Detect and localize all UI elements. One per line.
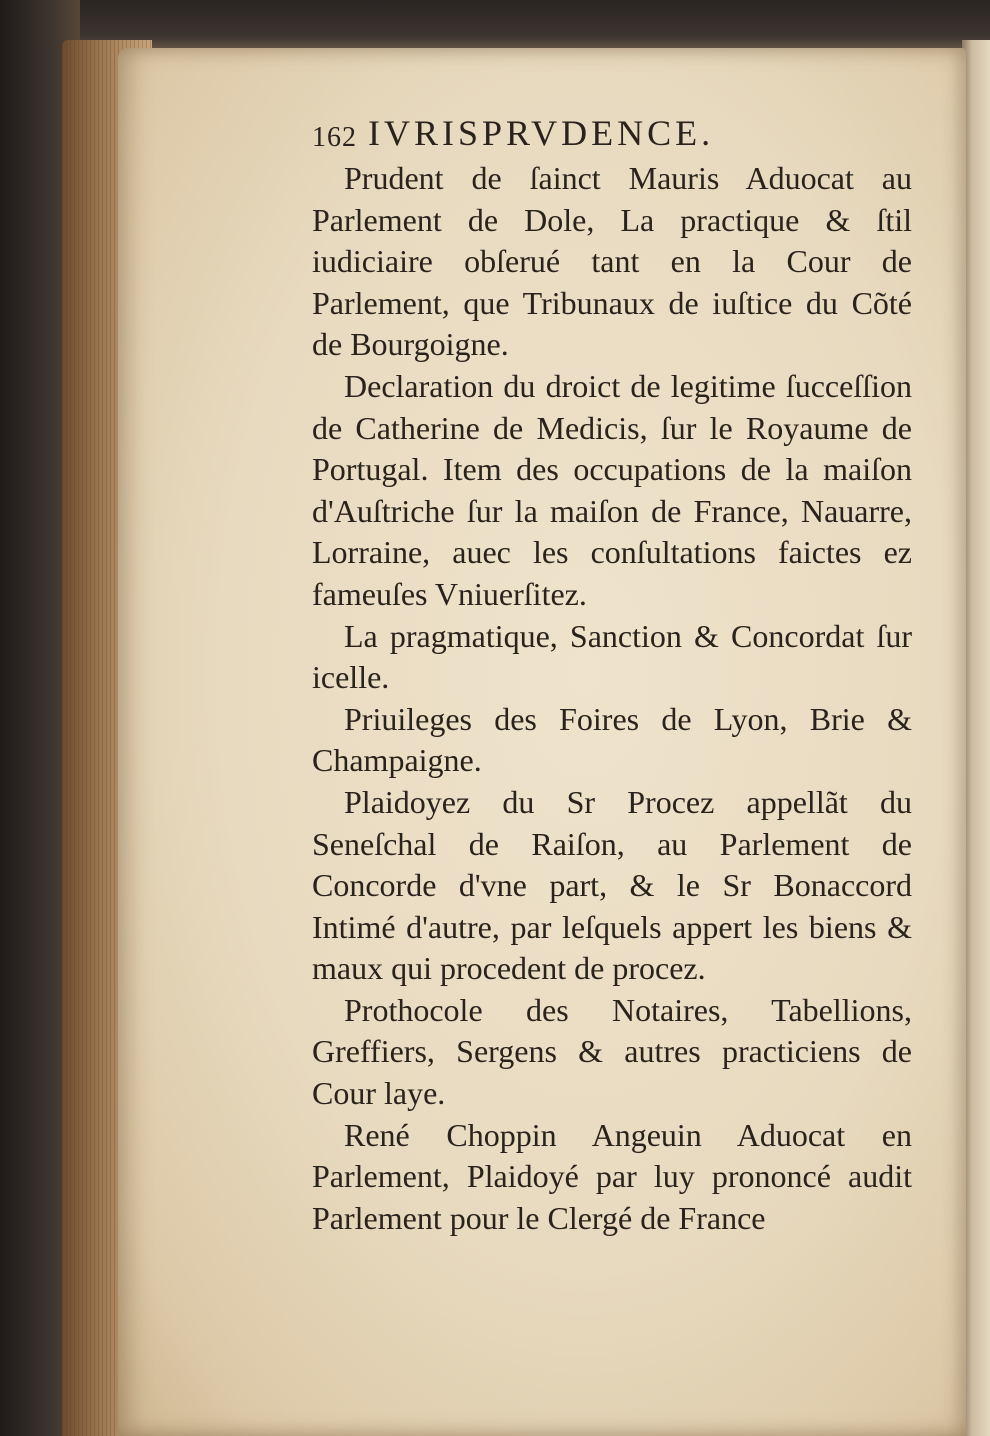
- page-number: 162: [312, 122, 357, 153]
- entry-paragraph: Priuileges des Foires de Lyon, Brie & Champaigne.: [312, 700, 912, 779]
- entry-paragraph: Prudent de ſainct Mauris Aduocat au Parlement de Dole, La practique & ſtil iudiciaire obſerué tant en la Cour de Parlement, que Tribunaux de iuſtice du Cõté de Bourgoigne.: [312, 160, 912, 363]
- facing-page-edge: [962, 40, 990, 1436]
- page-body: [312, 158, 912, 1239]
- entry-paragraph: Declaration du droict de legitime ſucceſſion de Catherine de Medicis, ſur le Royaume de Portugal. Item des occupations de la maiſon d'Auſtriche ſur la maiſon de France, Nauarre, Lorraine, auec les conſultations faictes ez fameuſes Vniuerſitez.: [312, 367, 912, 612]
- entry-paragraph: Prothocole des Notaires, Tabellions, Greffiers, Sergens & autres practiciens de Cour laye.: [312, 991, 912, 1112]
- entry-paragraph: La pragmatique, Sanction & Concordat ſur icelle.: [312, 617, 912, 696]
- scan-background-top: [80, 0, 990, 52]
- running-head: IVRISPRVDENCE.: [368, 113, 715, 153]
- entry-paragraph: René Choppin Angeuin Aduocat en Parlement, Plaidoyé par luy prononcé audit Parlement pour le Clergé de France: [312, 1116, 912, 1236]
- entry-paragraph: Plaidoyez du Sr Procez appellãt du Seneſchal de Raiſon, au Parlement de Concorde d'vne part, & le Sr Bonaccord Intimé d'autre, par leſquels appert les biens & maux qui procedent de procez.: [312, 783, 912, 987]
- page-header: [312, 112, 832, 158]
